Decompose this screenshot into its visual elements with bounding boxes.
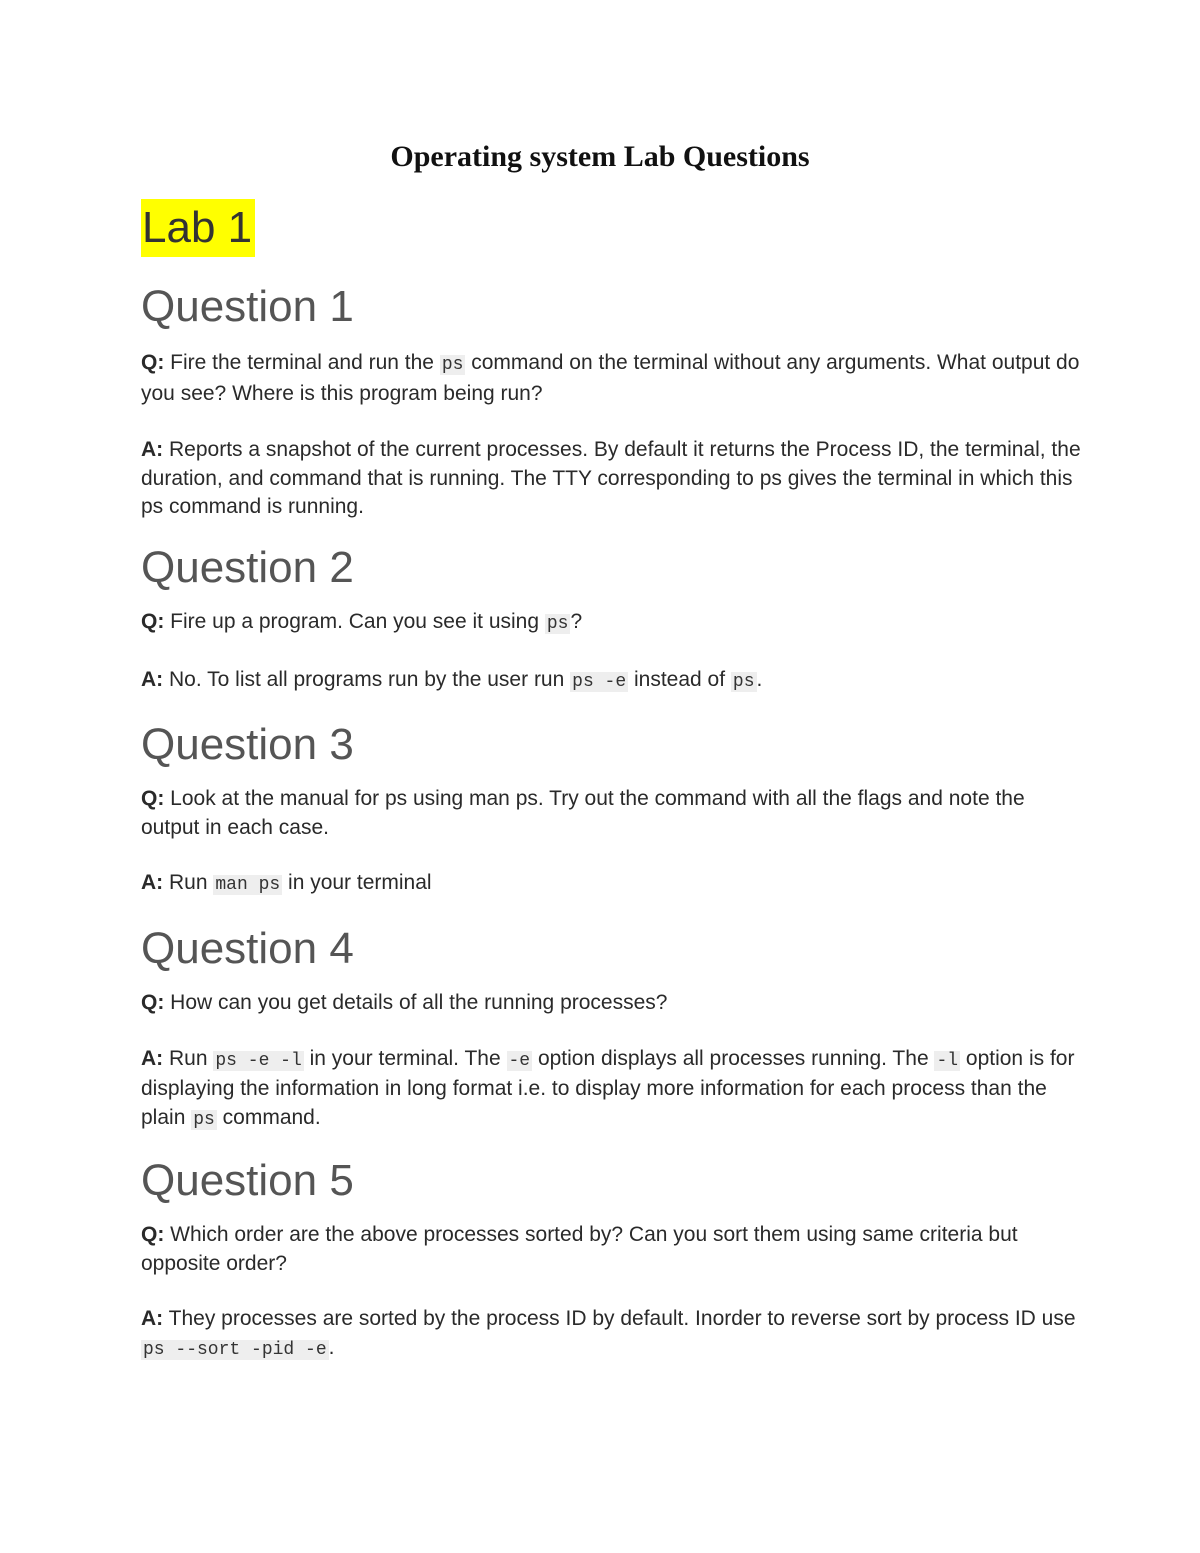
question-text [141,349,1081,408]
answer-text [141,1045,1081,1135]
question-heading: Question 3 [141,720,354,769]
answer-label: A: [141,1307,164,1330]
inline-code: ps -e -l [215,1050,302,1071]
inline-code: ps -e [572,671,627,692]
question-text [141,989,1081,1018]
document-title: Operating system Lab Questions [390,140,810,173]
question-label: Q: [141,610,165,633]
text-run: Fire up a program. Can you see it using [164,610,545,633]
question-label: Q: [141,991,165,1014]
inline-code: ps [732,671,755,692]
text-run: command on the terminal without any arguments. What output do you see? Where is this program being run? [141,351,1080,405]
answer-label: A: [141,438,164,461]
question-heading: Question 5 [141,1156,354,1205]
question-label: Q: [141,1223,165,1246]
text-run: Look at the manual for ps using man ps. Try out the command with all the flags and note the output in each case. [141,787,1025,839]
question-text [141,1221,1081,1278]
answer-text [141,666,1081,697]
question-label: Q: [141,351,165,374]
question-label: Q: [141,787,165,810]
text-run: They processes are sorted by the process ID by default. Inorder to reverse sort by process ID use [163,1307,1076,1330]
inline-code: ps --sort -pid -e [143,1339,327,1360]
question-text [141,785,1081,842]
answer-text [141,436,1081,522]
inline-code: ps [546,614,569,634]
text-run: . [328,1335,335,1359]
answer-label: A: [141,1046,164,1070]
question-section-1 [141,282,1081,522]
inline-code: man ps [215,875,281,895]
question-section-5 [141,1156,1081,1364]
text-run: option is for displaying the information in long format i.e. to display more information for each process than the plain [141,1046,1075,1129]
text-run: Fire the terminal and run the [164,351,440,374]
question-heading: Question 2 [141,543,354,592]
answer-text [141,1305,1081,1364]
question-section-3 [141,720,1081,900]
question-heading: Question 4 [141,924,354,973]
inline-code: -e [508,1050,531,1071]
text-run: instead of [628,667,731,691]
text-run: ? [570,610,583,633]
text-run: How can you get details of all the running processes? [164,991,668,1014]
text-run: in your terminal [282,871,432,894]
text-run: Which order are the above processes sorted by? Can you sort them using same criteria but opposite order? [141,1223,1018,1275]
text-run: option displays all processes running. The [532,1046,935,1070]
inline-code: -l [936,1050,959,1071]
text-run: . [756,667,763,691]
text-run: No. To list all programs run by the user run [163,667,571,691]
inline-code: ps [193,1109,215,1130]
lab-heading: Lab 1 [141,199,255,257]
text-run: command. [216,1105,321,1129]
answer-label: A: [141,871,164,894]
text-run: Reports a snapshot of the current processes. By default it returns the Process ID, the terminal, the duration, and command that is running. The TTY corresponding to ps gives the terminal in which this ps command is running. [141,438,1081,518]
inline-code: ps [441,355,464,375]
text-run: Run [163,871,214,894]
question-section-2 [141,543,1081,696]
answer-text [141,869,1081,900]
question-text [141,608,1081,639]
text-run: in your terminal. The [303,1046,507,1070]
question-heading: Question 1 [141,282,354,331]
text-run: Run [163,1046,214,1070]
answer-label: A: [141,667,164,691]
question-section-4 [141,924,1081,1134]
